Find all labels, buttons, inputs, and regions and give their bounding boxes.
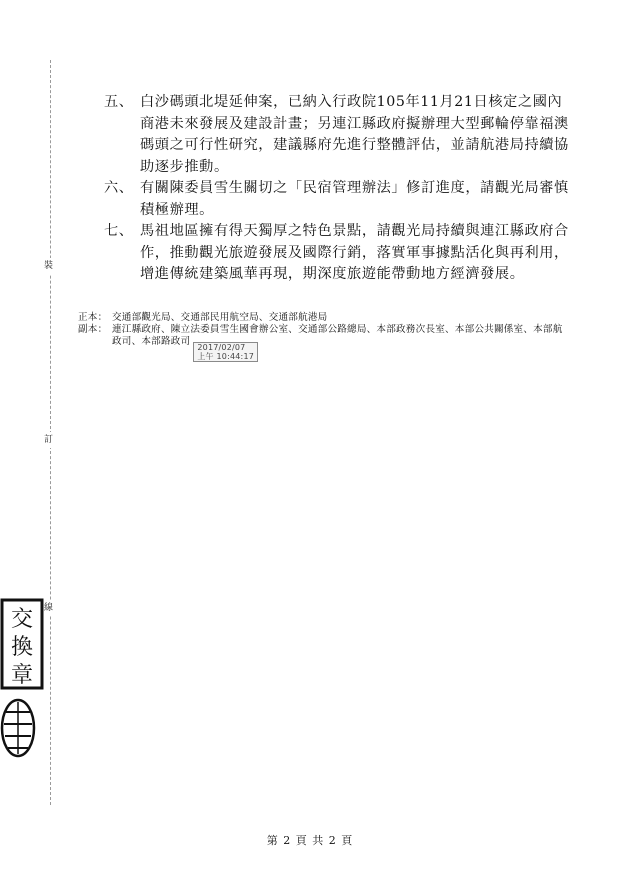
item-text: 有關陳委員雪生關切之「民宿管理辦法」修訂進度，請觀光局審慎積極辦理。 [140,180,569,218]
copy-recipients-block [112,324,568,362]
main-recipients [78,312,568,324]
copy-recipients [78,324,568,362]
list-item [104,178,574,221]
list-item [104,92,574,178]
page-number-footer: 第 2 頁 共 2 頁 [266,834,354,847]
svg-text:換: 換 [10,635,34,660]
svg-text:交: 交 [10,607,34,632]
stamp-date: 2017/02/07 [197,343,246,352]
list-item [104,221,574,286]
item-number: 六、 [104,180,134,196]
binding-label-zhuang: 裝 [44,258,53,274]
item-text: 白沙碼頭北堤延伸案，已納入行政院105年11月21日核定之國內商港未來發展及建設計畫；另連江縣政府擬辦理大型郵輪停靠福澳碼頭之可行性研究，建議縣府先進行整體評估，並請航港局持續協助逐步推動。 [140,94,569,175]
binding-label-ding: 訂 [44,432,53,448]
round-seal-icon [0,696,40,760]
main-recipients-text: 交通部觀光局、交通部民用航空局、交通部航港局 [112,312,328,323]
main-recipients-label: 正本： [78,312,108,323]
binding-label-xian: 線 [44,600,53,616]
item-text: 馬祖地區擁有得天獨厚之特色景點，請觀光局持續與連江縣政府合作，推動觀光旅遊發展及國際行銷，落實軍事據點活化與再利用，增進傳統建築風華再現，期深度旅遊能帶動地方經濟發展。 [140,223,569,282]
copy-recipients-label: 副本： [78,324,108,335]
item-number: 七、 [104,223,134,239]
item-number: 五、 [104,94,134,110]
copy-recipients-text: 連江縣政府、陳立法委員雪生國會辦公室、交通部公路總局、本部政務次長室、本部公共關係室、本部航政司、本部路政司 [112,324,563,347]
resolution-items [104,92,574,286]
exchange-seal-icon [0,598,44,690]
timestamp-stamp [193,342,258,362]
distribution-list [78,312,568,362]
stamp-time: 上午 10:44:17 [197,352,255,361]
svg-text:章: 章 [10,663,34,688]
